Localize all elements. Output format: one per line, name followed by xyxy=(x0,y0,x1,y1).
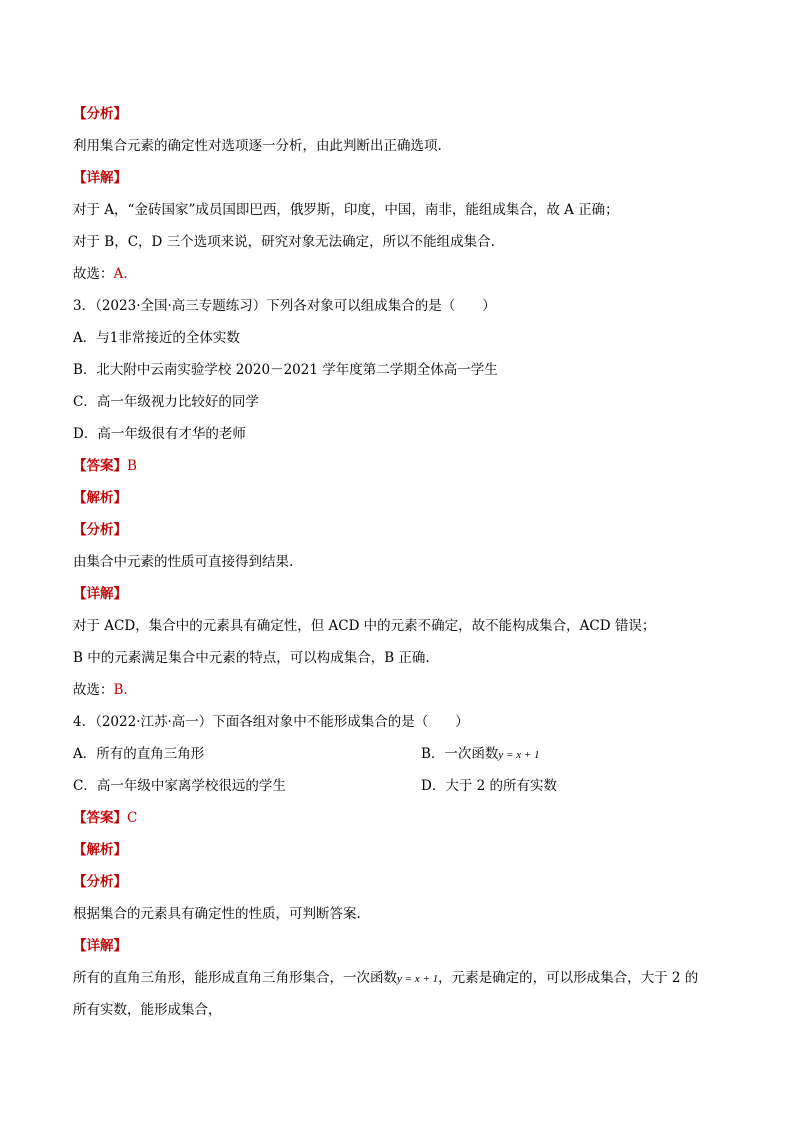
question-4-option-b xyxy=(421,745,540,764)
detail-text-pre: 所有的直角三角形，能形成直角三角形集合，一次函数 xyxy=(73,970,397,986)
question-3-option-c: C．高一年级视力比较好的同学 xyxy=(73,394,259,410)
section-tag-analysis: 【分析】 xyxy=(73,522,127,538)
detail-text-line-2: 对于 B，C，D 三个选项来说，研究对象无法确定，所以不能组成集合. xyxy=(73,234,495,250)
section-tag-detail: 【详解】 xyxy=(73,586,127,602)
question-3-stem: 3．（2023·全国·高三专题练习）下列各对象可以组成集合的是（ ） xyxy=(73,298,496,314)
conclusion-value: A. xyxy=(113,266,128,282)
section-tag-explanation: 【解析】 xyxy=(73,490,127,506)
section-tag-explanation: 【解析】 xyxy=(73,842,127,858)
question-4-option-a: A．所有的直角三角形 xyxy=(73,746,205,762)
detail-text-post: ，元素是确定的，可以形成集合，大于 2 的 xyxy=(438,970,699,986)
section-tag-detail: 【详解】 xyxy=(73,938,127,954)
question-4-options-row-2 xyxy=(73,777,713,795)
conclusion-line xyxy=(73,681,128,699)
answer-value: C xyxy=(127,810,138,826)
question-4-stem: 4．（2022·江苏·高一）下面各组对象中不能形成集合的是（ ） xyxy=(73,714,469,730)
conclusion-value: B. xyxy=(113,682,128,698)
section-tag-analysis: 【分析】 xyxy=(73,106,127,122)
section-tag-analysis: 【分析】 xyxy=(73,874,127,890)
question-3-option-a: A．与1非常接近的全体实数 xyxy=(73,330,240,346)
section-tag-detail: 【详解】 xyxy=(73,170,127,186)
analysis-text: 利用集合元素的确定性对选项逐一分析，由此判断出正确选项. xyxy=(73,138,442,154)
detail-text-line-1: 对于 A，“金砖国家”成员国即巴西，俄罗斯，印度，中国，南非，能组成集合，故 A 正确； xyxy=(73,202,619,218)
option-b-text: B．一次函数 xyxy=(421,746,499,762)
analysis-text: 由集合中元素的性质可直接得到结果. xyxy=(73,554,294,570)
question-3-answer xyxy=(73,457,137,475)
analysis-text: 根据集合的元素具有确定性的性质，可判断答案. xyxy=(73,906,361,922)
answer-tag: 【答案】 xyxy=(73,458,127,474)
question-3-option-b: B．北大附中云南实验学校 2020－2021 学年度第二学期全体高一学生 xyxy=(73,362,498,378)
answer-value: B xyxy=(127,458,137,474)
detail-text-line-1: 对于 ACD，集合中的元素具有确定性，但 ACD 中的元素不确定，故不能构成集合，ACD 错误； xyxy=(73,618,656,634)
conclusion-label: 故选： xyxy=(73,682,114,698)
answer-tag: 【答案】 xyxy=(73,810,127,826)
question-3-option-d: D．高一年级很有才华的老师 xyxy=(73,426,246,442)
question-4-option-d: D．大于 2 的所有实数 xyxy=(421,778,557,794)
question-4-answer xyxy=(73,809,137,827)
conclusion-label: 故选： xyxy=(73,266,114,282)
detail-formula: y = x + 1 xyxy=(397,973,439,985)
detail-text-line-2: B 中的元素满足集合中元素的特点，可以构成集合，B 正确. xyxy=(73,650,430,666)
conclusion-line xyxy=(73,265,128,283)
question-4-option-c: C．高一年级中家离学校很远的学生 xyxy=(73,778,286,794)
option-b-formula: y = x + 1 xyxy=(498,749,540,761)
detail-text-line-1 xyxy=(73,969,698,988)
question-4-options-row-1 xyxy=(73,745,713,763)
detail-text-line-2: 所有实数，能形成集合， xyxy=(73,1002,222,1018)
